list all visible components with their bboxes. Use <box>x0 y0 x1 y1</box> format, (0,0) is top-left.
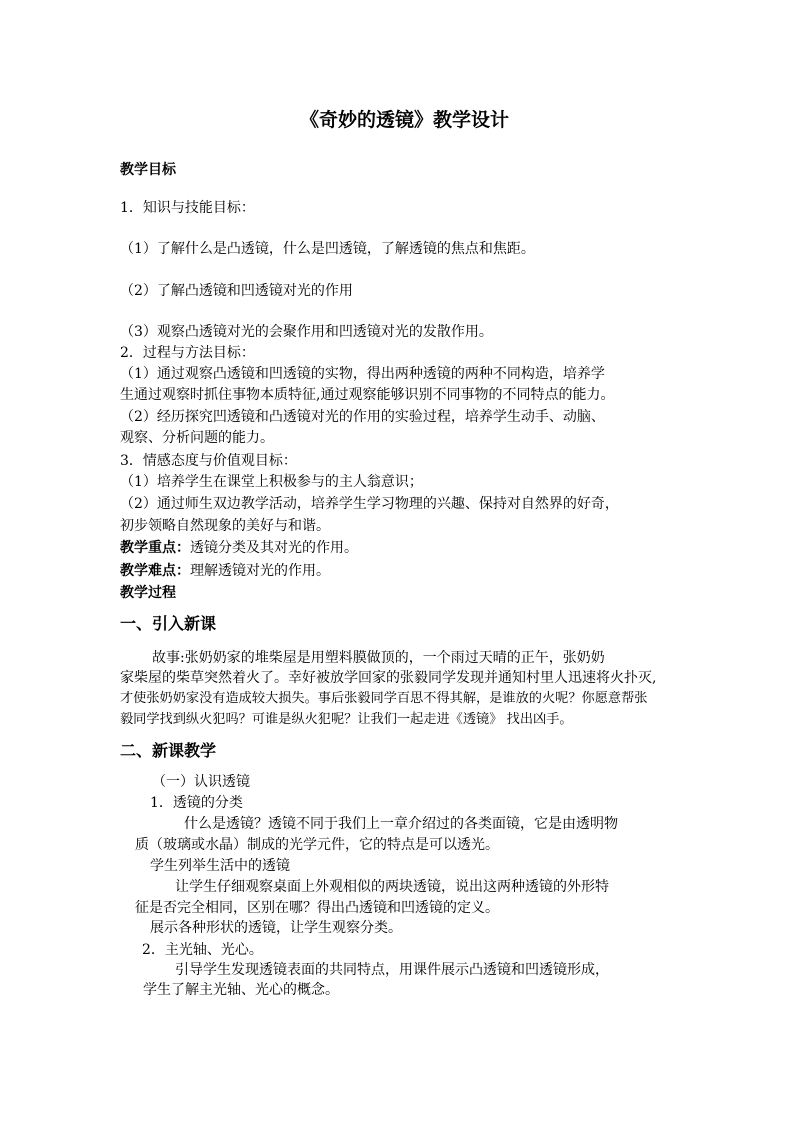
goal-heading-1: 1．知识与技能目标： <box>120 200 255 216</box>
goal-item: （2）通过师生双边教学活动，培养学生学习物理的兴趣、保持对自然界的好奇， <box>120 496 619 512</box>
item-heading: 1．透镜的分类 <box>150 795 243 811</box>
item-heading: 2．主光轴、光心。 <box>142 942 263 958</box>
goal-item: （2）了解凸透镜和凹透镜对光的作用 <box>120 283 353 299</box>
story-paragraph: 故事:张奶奶家的堆柴屋是用塑料膜做顶的，一个雨过天晴的正午，张奶奶 <box>152 650 605 666</box>
page-title: 《奇妙的透镜》教学设计 <box>300 109 510 131</box>
goal-item: （3）观察凸透镜对光的会聚作用和凹透镜对光的发散作用。 <box>120 324 493 340</box>
body-paragraph: 学生了解主光轴、光心的概念。 <box>143 982 339 998</box>
part-heading-2: 二、新课教学 <box>120 741 217 760</box>
key-point-label: 教学重点： <box>120 540 190 556</box>
goal-item-continued: 观察、分析问题的能力。 <box>120 430 274 446</box>
body-paragraph: 让学生仔细观察桌面上外观相似的两块透镜，说出这两种透镜的外形特 <box>175 879 609 895</box>
story-paragraph: 才使张奶奶家没有造成较大损失。事后张毅同学百思不得其解，是谁放的火呢？你愿意帮张 <box>120 691 648 706</box>
goal-heading-3: 3．情感态度与价值观目标： <box>120 453 297 469</box>
goal-item: （1）通过观察凸透镜和凹透镜的实物，得出两种透镜的两种不同构造，培养学 <box>120 366 605 382</box>
goal-heading-2: 2．过程与方法目标： <box>120 345 255 361</box>
difficulty-label: 教学难点： <box>120 563 190 579</box>
body-paragraph: 质（玻璃或水晶）制成的光学元件，它的特点是可以透光。 <box>135 837 499 853</box>
body-paragraph: 征是否完全相同，区别在哪？得出凸透镜和凹透镜的定义。 <box>135 900 499 916</box>
teaching-key-point <box>120 539 358 557</box>
body-paragraph: 展示各种形状的透镜，让学生观察分类。 <box>150 920 402 936</box>
body-paragraph: 什么是透镜？透镜不同于我们上一章介绍过的各类面镜，它是由透明物 <box>184 816 618 832</box>
key-point-text: 透镜分类及其对光的作用。 <box>190 540 358 556</box>
goal-item-continued: 生通过观察时抓住事物本质特征,通过观察能够识别不同事物的不同特点的能力。 <box>120 387 615 403</box>
story-paragraph: 家柴屋的柴草突然着火了。幸好被放学回家的张毅同学发现并通知村里人迅速将火扑灭, <box>120 670 657 686</box>
part-heading-1: 一、引入新课 <box>120 614 217 633</box>
goal-item-continued: 初步领略自然现象的美好与和谐。 <box>120 518 330 534</box>
subsection-heading: （一）认识透镜 <box>152 774 250 790</box>
section-heading-process: 教学过程 <box>120 585 176 601</box>
body-paragraph: 学生列举生活中的透镜 <box>150 858 290 874</box>
teaching-difficulty <box>120 562 330 580</box>
body-paragraph: 引导学生发现透镜表面的共同特点，用课件展示凸透镜和凹透镜形成， <box>175 962 609 978</box>
difficulty-text: 理解透镜对光的作用。 <box>190 563 330 579</box>
goal-item: （1）了解什么是凸透镜，什么是凹透镜，了解透镜的焦点和焦距。 <box>120 241 535 257</box>
section-heading-goals: 教学目标 <box>120 162 176 178</box>
story-paragraph: 毅同学找到纵火犯吗？可谁是纵火犯呢？让我们一起走进《透镜》 找出凶手。 <box>120 712 573 727</box>
goal-item: （2）经历探究凹透镜和凸透镜对光的作用的实验过程，培养学生动手、动脑、 <box>120 409 605 425</box>
goal-item: （1）培养学生在课堂上积极参与的主人翁意识； <box>120 474 423 490</box>
